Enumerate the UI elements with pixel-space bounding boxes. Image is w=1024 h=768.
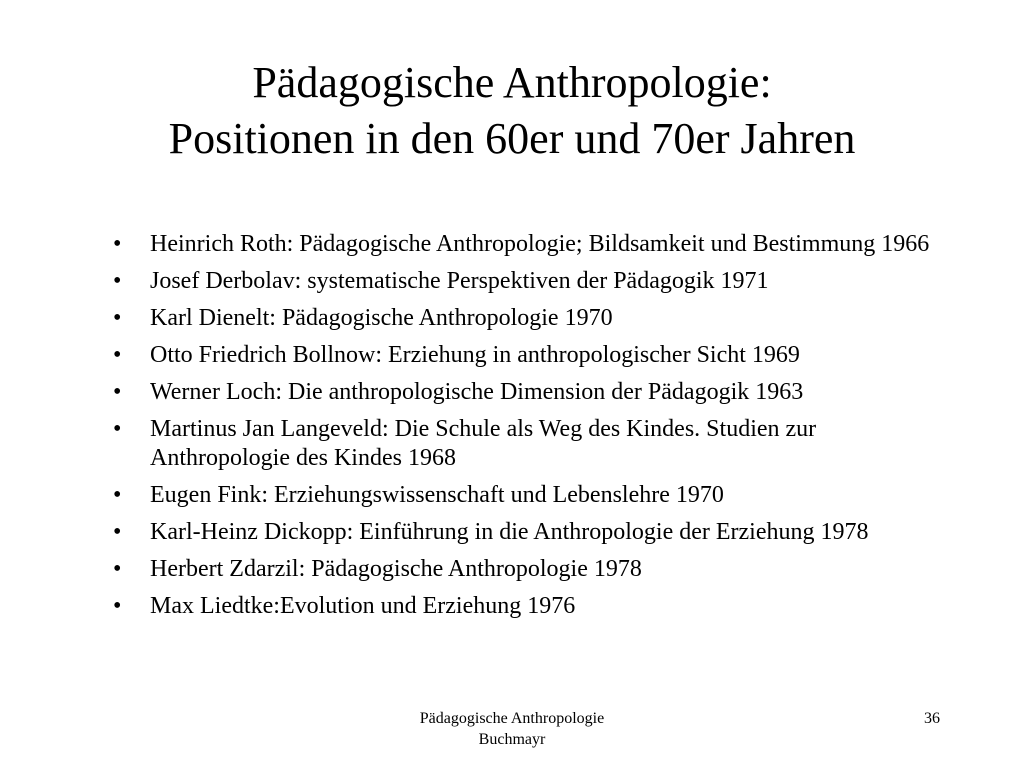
bullet-text: Otto Friedrich Bollnow: Erziehung in anthropologischer Sicht 1969 <box>150 342 800 368</box>
footer-course-title: Pädagogische Anthropologie <box>419 710 605 727</box>
slide-title-line-2: Positionen in den 60er und 70er Jahren <box>168 114 856 163</box>
bullet-icon: • <box>113 305 122 331</box>
bullet-text: Max Liedtke:Evolution und Erziehung 1976 <box>150 593 576 619</box>
bullet-text: Eugen Fink: Erziehungswissenschaft und Lebenslehre 1970 <box>150 482 724 508</box>
footer-author: Buchmayr <box>478 731 546 748</box>
bullet-text: Herbert Zdarzil: Pädagogische Anthropologie 1978 <box>150 556 642 582</box>
bullet-text: Martinus Jan Langeveld: Die Schule als Weg des Kindes. Studien zur Anthropologie des Kindes 1968 <box>150 416 817 471</box>
slide-title-line-1: Pädagogische Anthropologie: <box>252 58 772 107</box>
bullet-text: Werner Loch: Die anthropologische Dimension der Pädagogik 1963 <box>150 379 804 405</box>
bullet-item <box>113 304 950 333</box>
footer-text <box>362 708 662 750</box>
bullet-icon: • <box>113 268 122 294</box>
bullet-text: Karl Dienelt: Pädagogische Anthropologie 1970 <box>150 305 613 331</box>
bullet-icon: • <box>113 519 122 545</box>
bullet-icon: • <box>113 342 122 368</box>
bullet-item <box>113 230 950 259</box>
bullet-item <box>113 481 950 510</box>
bullet-item <box>113 415 950 473</box>
bullet-icon: • <box>113 379 122 405</box>
bullet-item <box>113 267 950 296</box>
bullet-item <box>113 592 950 621</box>
bullet-list <box>0 230 1024 629</box>
bullet-icon: • <box>113 593 122 619</box>
bullet-icon: • <box>113 556 122 582</box>
bullet-item <box>113 341 950 370</box>
page-number: 36 <box>924 710 940 727</box>
bullet-icon: • <box>113 231 122 257</box>
bullet-text: Heinrich Roth: Pädagogische Anthropologie; Bildsamkeit und Bestimmung 1966 <box>150 231 930 257</box>
bullet-text: Karl-Heinz Dickopp: Einführung in die Anthropologie der Erziehung 1978 <box>150 519 869 545</box>
bullet-icon: • <box>113 482 122 508</box>
bullet-text: Josef Derbolav: systematische Perspektiven der Pädagogik 1971 <box>150 268 769 294</box>
slide-title <box>0 55 1024 167</box>
bullet-item <box>113 378 950 407</box>
bullet-item <box>113 555 950 584</box>
bullet-item <box>113 518 950 547</box>
bullet-icon: • <box>113 416 122 442</box>
